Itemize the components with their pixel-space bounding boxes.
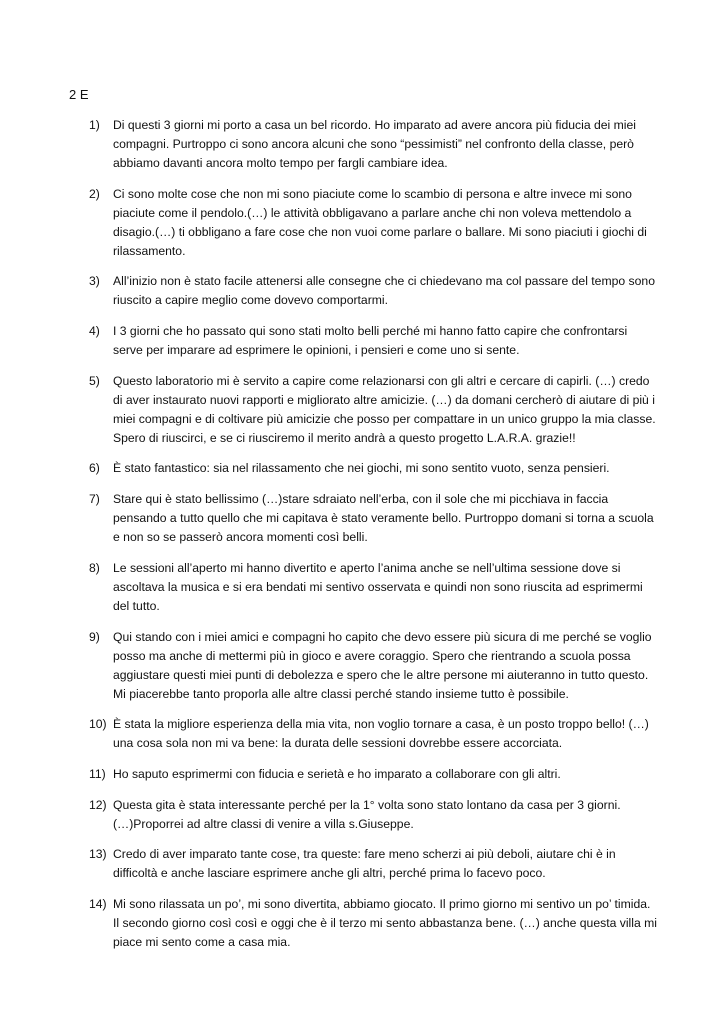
item-text: Stare qui è stato bellissimo (…)stare sdraiato nell’erba, con il sole che mi picchiava in faccia pensando a tutto quello che mi capitava è stato veramente bello. Purtroppo domani si torna a scuola e non so se passerò ancora momenti così belli. bbox=[113, 492, 654, 545]
item-number: 14) bbox=[89, 896, 107, 911]
item-number: 8) bbox=[89, 560, 100, 575]
item-text: Ho saputo esprimermi con fiducia e serietà e ho imparato a collaborare con gli altri. bbox=[113, 766, 561, 781]
item-number: 11) bbox=[89, 766, 106, 781]
class-label: 2 E bbox=[69, 87, 89, 102]
comments-list bbox=[0, 116, 724, 964]
list-item bbox=[0, 628, 724, 704]
list-item bbox=[0, 459, 724, 478]
list-item bbox=[0, 715, 724, 753]
item-number: 13) bbox=[89, 847, 107, 862]
item-text: Qui stando con i miei amici e compagni ho capito che devo essere più sicura di me perché se voglio posso ma anche di mettermi più in gioco e avere coraggio. Spero che rientrando a scuola possa aggiustare questi miei punti di debolezza e spero che le altre persone mi aiuteranno in tutto questo. Mi piacerebbe tanto proporla alle altre classi perché stando insieme tutto è possibile. bbox=[113, 629, 652, 701]
item-text: Mi sono rilassata un po’, mi sono divertita, abbiamo giocato. Il primo giorno mi sentivo un po’ timida. Il secondo giorno così così e oggi che è il terzo mi sento abbastanza bene. (…) anche questa villa mi piace mi sento come a casa mia. bbox=[113, 896, 657, 949]
list-item bbox=[0, 796, 724, 834]
list-item bbox=[0, 185, 724, 261]
item-text: È stato fantastico: sia nel rilassamento che nei giochi, mi sono sentito vuoto, senza pensieri. bbox=[113, 461, 610, 476]
item-text: Ci sono molte cose che non mi sono piaciute come lo scambio di persona e altre invece mi sono piaciute come il pendolo.(…) le attività obbligavano a parlare anche chi non voleva mettendolo a disagio.(…) ti obbligano a fare cose che non vuoi come parlare o ballare. Mi sono piaciuti i giochi di rilassamento. bbox=[113, 186, 647, 258]
item-number: 1) bbox=[89, 118, 100, 132]
item-text: Questo laboratorio mi è servito a capire come relazionarsi con gli altri e cercare di capirli. (…) credo di aver instaurato nuovi rapporti e migliorato altre amicizie. (…) da domani cercherò di aiutare di più i miei compagni e di coltivare più amicizie che posso per compattare in un unico gruppo la mia classe. Spero di riuscirci, e se ci riusciremo il merito andrà a questo progetto L.A.R.A. grazie!! bbox=[113, 373, 656, 445]
item-number: 6) bbox=[89, 461, 100, 476]
item-text: Le sessioni all’aperto mi hanno divertito e aperto l’anima anche se nell’ultima sessione dove si ascoltava la musica e si era bendati mi sentivo osservata e quindi non sono riuscita ad esprimermi del tutto. bbox=[113, 560, 643, 613]
item-text: Credo di aver imparato tante cose, tra queste: fare meno scherzi ai più deboli, aiutare chi è in difficoltà e anche lasciare esprimere anche gli altri, perché prima lo facevo poco. bbox=[113, 847, 616, 881]
list-item bbox=[0, 845, 724, 883]
item-text: I 3 giorni che ho passato qui sono stati molto belli perché mi hanno fatto capire che confrontarsi serve per imparare ad esprimere le opinioni, i pensieri e come uno si sente. bbox=[113, 324, 628, 358]
item-number: 12) bbox=[89, 797, 107, 812]
item-text: È stata la migliore esperienza della mia vita, non voglio tornare a casa, è un posto troppo bello! (…) una cosa sola non mi va bene: la durata delle sessioni dovrebbe essere accorciata. bbox=[113, 717, 649, 751]
list-item bbox=[0, 559, 724, 616]
list-item bbox=[0, 322, 724, 360]
list-item bbox=[0, 116, 724, 173]
item-text: Di questi 3 giorni mi porto a casa un bel ricordo. Ho imparato ad avere ancora più fiducia dei miei compagni. Purtroppo ci sono ancora alcuni che sono “pessimisti” nel confronto della classe, però abbiamo davanti ancora molto tempo per fargli cambiare idea. bbox=[113, 118, 636, 170]
list-item bbox=[0, 372, 724, 448]
item-number: 10) bbox=[89, 717, 107, 732]
item-text: All’inizio non è stato facile attenersi alle consegne che ci chiedevano ma col passare del tempo sono riuscito a capire meglio come dovevo comportarmi. bbox=[113, 274, 655, 308]
item-number: 9) bbox=[89, 629, 100, 644]
list-item bbox=[0, 272, 724, 310]
item-text: Questa gita è stata interessante perché per la 1° volta sono stato lontano da casa per 3 giorni. (…)Proporrei ad altre classi di venire a villa s.Giuseppe. bbox=[113, 797, 621, 831]
item-number: 2) bbox=[89, 186, 100, 201]
item-number: 5) bbox=[89, 373, 100, 388]
item-number: 7) bbox=[89, 492, 100, 507]
list-item bbox=[0, 895, 724, 952]
item-number: 4) bbox=[89, 324, 100, 339]
list-item bbox=[0, 765, 724, 784]
item-number: 3) bbox=[89, 274, 100, 289]
list-item bbox=[0, 490, 724, 547]
